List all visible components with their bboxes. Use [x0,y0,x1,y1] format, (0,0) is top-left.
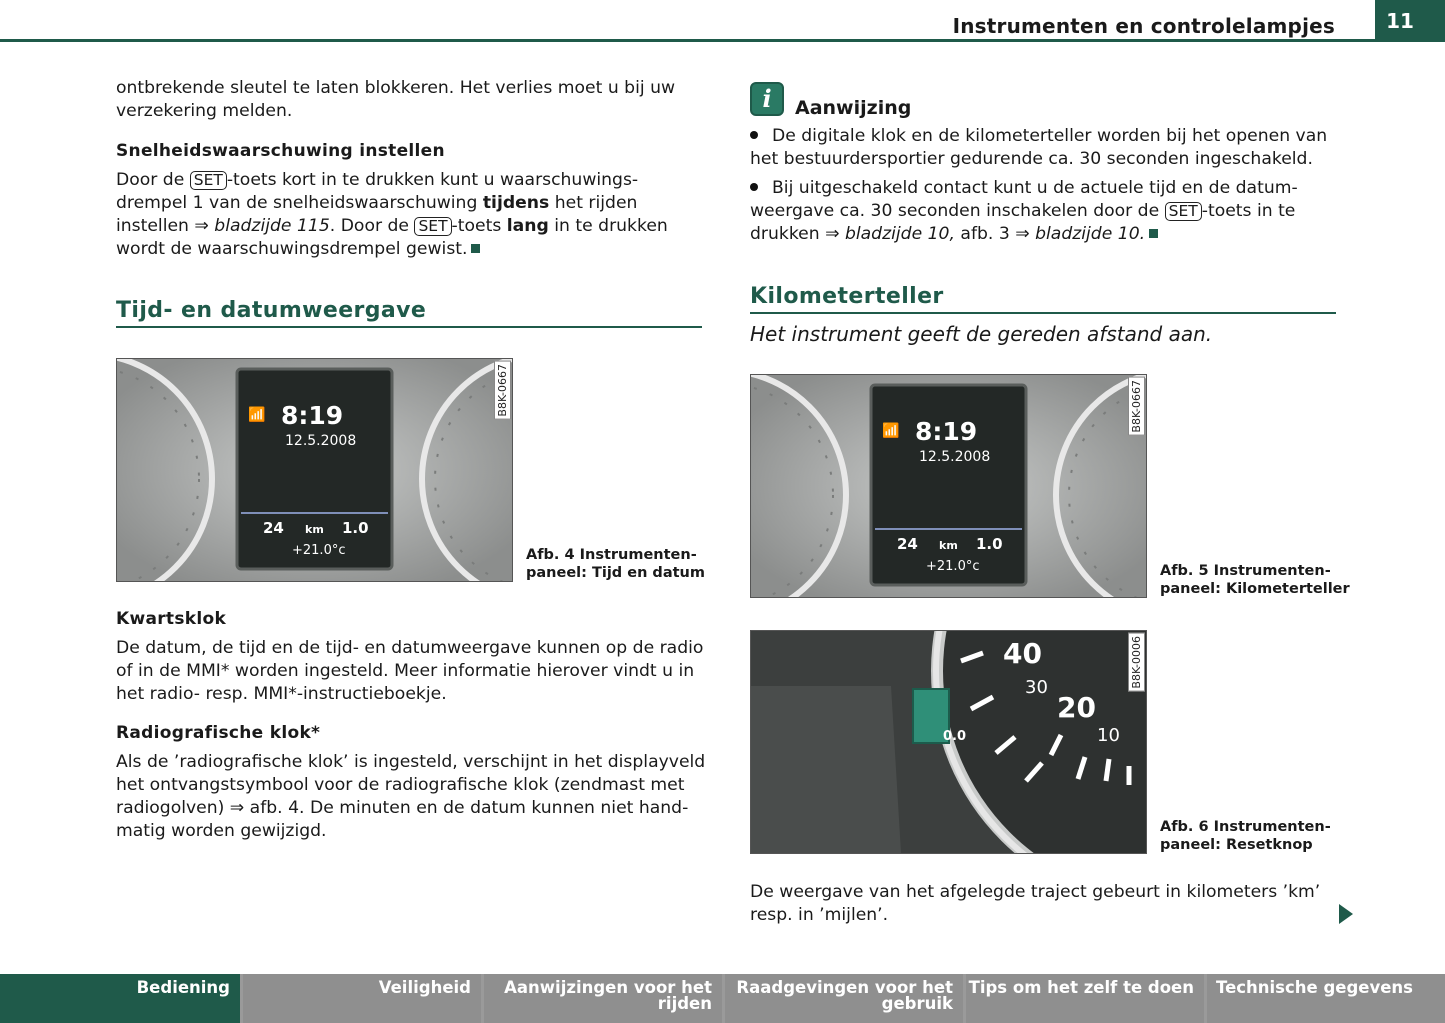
speed-label-10: 10 [1097,725,1120,746]
trip-value-secondary: 1.0 [976,535,1003,553]
trip-value: 24 [897,535,918,553]
tab-label: Veiligheid [378,978,471,997]
set-key-symbol: SET [190,171,227,190]
text: -toets kort in te drukken kunt u waarschuwings- [226,170,639,190]
page-number-text: 11 [1386,9,1414,33]
text: instellen ⇒ [116,216,215,236]
figure-code: B8K-0667 [1128,377,1145,436]
tab-raadgevingen[interactable] [725,974,963,1023]
end-marker-icon [471,244,480,253]
text-line: het ontvangstsymbool voor de radiografische klok (zendmast met [116,775,685,795]
text: weergave ca. 30 seconden inschakelen door de [750,201,1165,221]
tab-label: gebruik [881,994,953,1013]
radio-clock-antenna-icon: 📶 [882,423,900,439]
quartz-clock-heading: Kwartsklok [116,609,227,629]
speed-label-40: 40 [1003,637,1042,670]
text-line: het radio- resp. MMI*-instructieboekje. [116,684,447,704]
emphasis: lang [506,216,549,236]
clock-date: 12.5.2008 [919,449,991,465]
note-bullet-2 [750,177,1350,246]
text-line: of in de MMI* worden ingesteld. Meer informatie hierover vindt u in [116,661,695,681]
speed-label-30: 30 [1025,677,1048,698]
tab-label: Raadgevingen voor het [736,978,953,997]
figure-5-caption [1160,562,1350,598]
tab-tips[interactable] [966,974,1204,1023]
radio-clock-heading: Radiografische klok* [116,723,321,743]
set-key-symbol: SET [414,217,451,236]
intro-line: verzekering melden. [116,101,293,121]
intro-paragraph [116,77,716,123]
bullet-icon [750,131,758,139]
text-line: matig worden gewijzigd. [116,821,327,841]
tab-aanwijzingen[interactable] [484,974,722,1023]
figure-4-caption [526,546,705,582]
speed-warning-heading: Snelheidswaarschuwing instellen [116,141,445,161]
caption-line: paneel: Tijd en datum [526,565,705,581]
set-key-symbol: SET [1165,202,1202,221]
text: . Door de [329,216,415,236]
figure-5-instrument-panel [750,374,1147,598]
figure-code: B8K-0006 [1128,633,1145,692]
tab-bediening[interactable] [0,974,240,1023]
trip-value: 24 [263,519,284,537]
page-header-title: Instrumenten en controlelampjes [952,14,1335,38]
page-number [1375,0,1445,42]
radio-clock-paragraph [116,751,716,843]
outside-temperature: +21.0°c [926,559,980,574]
info-icon: i [750,82,784,116]
text: -toets [451,216,507,236]
tab-technische-gegevens[interactable] [1207,974,1445,1023]
intro-line: ontbrekende sleutel te laten blokkeren. Het verlies moet u bij uw [116,78,676,98]
section-rule [750,312,1336,314]
emphasis: tijdens [482,193,550,213]
tab-label: Technische gegevens [1216,978,1413,997]
text-line: radiogolven) ⇒ afb. 4. De minuten en de datum kunnen niet hand- [116,798,689,818]
caption-line: Afb. 6 Instrumenten- [1160,819,1331,835]
quartz-clock-paragraph [116,637,716,706]
bullet-icon [750,183,758,191]
tab-veiligheid[interactable] [243,974,481,1023]
section-title-time-date: Tijd- en datumweergave [116,298,427,323]
caption-line: Afb. 5 Instrumenten- [1160,563,1331,579]
text: Door de [116,170,190,190]
text: Bij uitgeschakeld contact kunt u de actuele tijd en de datum- [772,178,1298,198]
trip-unit: km [939,539,958,552]
distance-paragraph [750,881,1350,927]
clock-time: 8:19 [915,417,978,446]
text: drukken ⇒ [750,224,845,244]
text-line: De weergave van het afgelegde traject gebeurt in kilometers ’km’ [750,882,1321,902]
text: afb. 3 ⇒ [954,224,1036,244]
page-reference-link[interactable]: bladzijde 10, [844,224,955,244]
caption-line: paneel: Kilometerteller [1160,581,1350,597]
end-marker-icon [1149,229,1158,238]
tab-label: Bediening [136,978,230,997]
text-line: De datum, de tijd en de tijd- en datumweergave kunnen op de radio [116,638,704,658]
text-line: resp. in ’mijlen’. [750,905,889,925]
figure-4-instrument-panel [116,358,513,582]
text-line: het bestuurdersportier gedurende ca. 30 seconden ingeschakeld. [750,149,1313,169]
text: De digitale klok en de kilometerteller worden bij het openen van [772,126,1328,146]
trip-value-secondary: 1.0 [342,519,369,537]
tab-label: Aanwijzingen voor het [504,978,712,997]
clock-time: 8:19 [281,401,344,430]
text-line: Als de ’radiografische klok’ is ingesteld, verschijnt in het displayveld [116,752,706,772]
text: in te drukken [548,216,668,236]
tab-label: Tips om het zelf te doen [968,978,1194,997]
radio-clock-antenna-icon: 📶 [248,407,266,423]
next-page-arrow-icon[interactable] [1339,904,1353,924]
text: drempel 1 van de snelheidswaarschuwing [116,193,483,213]
note-bullet-1 [750,125,1350,171]
section-subtitle: Het instrument geeft de gereden afstand aan. [750,322,1213,346]
trip-unit: km [305,523,324,536]
page-reference-link[interactable]: bladzijde 10. [1035,224,1146,244]
caption-line: Afb. 4 Instrumenten- [526,547,697,563]
text: wordt de waarschuwingsdrempel gewist. [116,239,468,259]
figure-code: B8K-0667 [494,361,511,420]
tab-label: rijden [657,994,712,1013]
outside-temperature: +21.0°c [292,543,346,558]
section-rule [116,326,702,328]
figure-6-caption [1160,818,1331,854]
figure-6-reset-button [750,630,1147,854]
trip-reset-display: 0.0 [943,729,967,744]
text: -toets in te [1201,201,1296,221]
note-title: Aanwijzing [795,97,912,119]
text: het rijden [549,193,638,213]
caption-line: paneel: Resetknop [1160,837,1313,853]
header-rule [0,39,1375,42]
clock-date: 12.5.2008 [285,433,357,449]
speed-label-20: 20 [1057,691,1096,724]
speed-warning-paragraph [116,169,716,261]
page-reference-link[interactable]: bladzijde 115 [214,216,330,236]
section-title-odometer: Kilometerteller [750,284,944,309]
